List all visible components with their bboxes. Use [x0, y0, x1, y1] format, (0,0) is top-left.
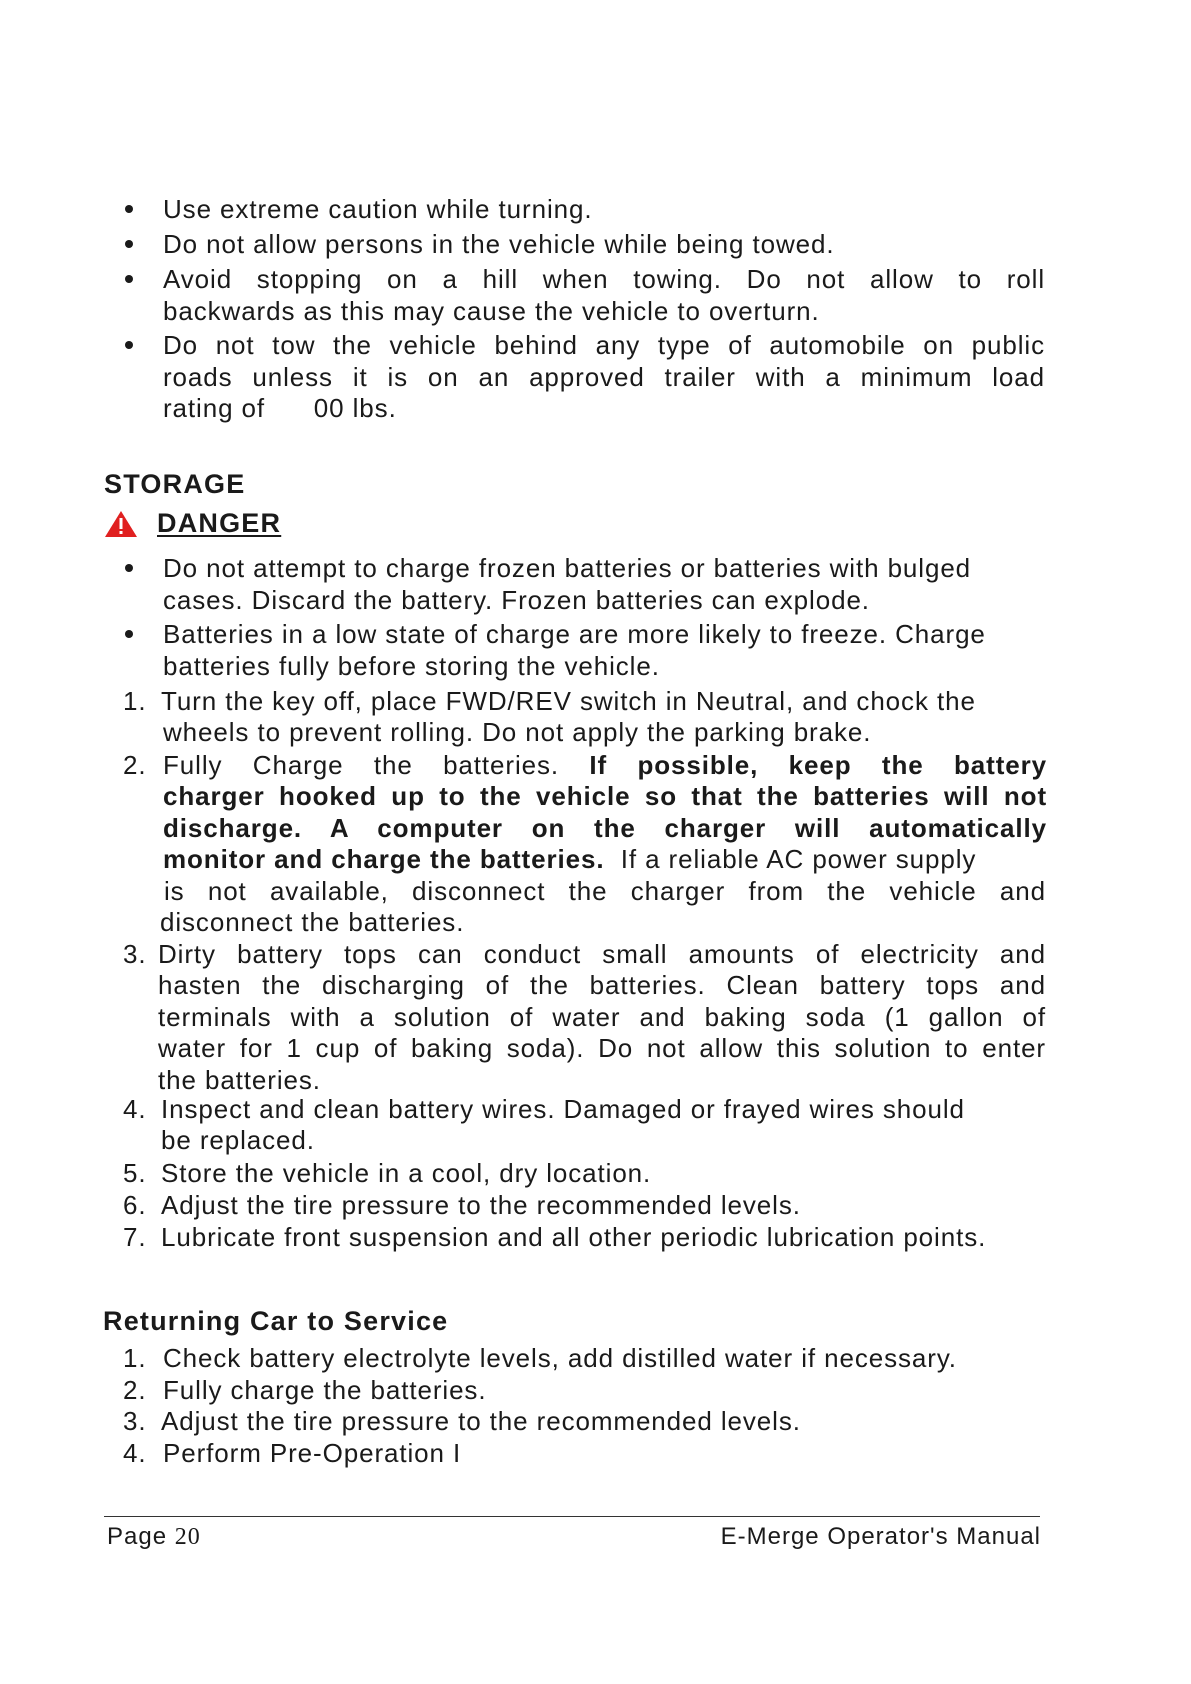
bullet-dot [125, 275, 133, 283]
storage-step-7: Lubricate front suspension and all other periodic lubrication points. [161, 1222, 987, 1252]
storage-step-2-line-2: charger hooked up to the vehicle so that the batteries will not [163, 781, 1047, 811]
towing-bullet-3-line-2: backwards as this may cause the vehicle to overturn. [163, 296, 820, 326]
danger-label: DANGER [157, 508, 282, 538]
storage-step-2-line-4 [163, 844, 976, 875]
step-2-bold-text: If possible, keep the battery [589, 750, 1048, 780]
storage-step-3-line-3: terminals with a solution of water and baking soda (1 gallon of [158, 1002, 1046, 1032]
returning-step-2: Fully charge the batteries. [163, 1375, 487, 1405]
storage-step-1-line-2: wheels to prevent rolling. Do not apply the parking brake. [163, 717, 872, 747]
storage-step-4-line-2: be replaced. [161, 1125, 315, 1155]
storage-step-3-line-1: Dirty battery tops can conduct small amounts of electricity and [158, 939, 1046, 969]
danger-bullet-2-line-1: Batteries in a low state of charge are more likely to freeze. Charge [163, 619, 986, 649]
step-2-normal-text: Fully Charge the batteries. [163, 750, 560, 780]
returning-step-1: Check battery electrolyte levels, add distilled water if necessary. [163, 1343, 957, 1373]
returning-heading: Returning Car to Service [103, 1306, 449, 1336]
storage-step-4-line-1: Inspect and clean battery wires. Damaged or frayed wires should [161, 1094, 965, 1124]
returning-step-3: Adjust the tire pressure to the recommended levels. [161, 1406, 801, 1436]
footer-manual-title: E-Merge Operator's Manual [720, 1523, 1041, 1550]
towing-bullet-4-line-1: Do not tow the vehicle behind any type of automobile on public [163, 330, 1045, 360]
step-number: 6. [123, 1190, 147, 1220]
step-number: 4. [123, 1438, 147, 1468]
storage-step-2-line-6: disconnect the batteries. [160, 907, 465, 937]
towing-bullet-4-line-2: roads unless it is on an approved trailer with a minimum load [163, 362, 1045, 392]
danger-bullet-2-line-2: batteries fully before storing the vehicle. [163, 651, 660, 681]
step-number: 3. [123, 939, 147, 969]
bullet-dot [125, 630, 133, 638]
footer-divider [104, 1516, 1040, 1517]
step-2-normal-text: If a reliable AC power supply [620, 844, 977, 874]
storage-step-3-line-4: water for 1 cup of baking soda). Do not allow this solution to enter [158, 1033, 1046, 1063]
step-number: 2. [123, 1375, 147, 1405]
storage-step-3-line-2: hasten the discharging of the batteries. Clean battery tops and [158, 970, 1046, 1000]
storage-step-2-line-3: discharge. A computer on the charger will automatically [163, 813, 1047, 843]
towing-bullet-1: Use extreme caution while turning. [163, 194, 593, 224]
step-number: 5. [123, 1158, 147, 1188]
storage-heading: STORAGE [104, 469, 246, 499]
warning-triangle-icon [104, 510, 138, 538]
returning-step-4: Perform Pre-Operation I [163, 1438, 462, 1468]
bullet-dot [125, 240, 133, 248]
step-number: 2. [123, 750, 147, 780]
bullet-dot [125, 205, 133, 213]
footer-page-number [107, 1522, 201, 1552]
towing-bullet-2: Do not allow persons in the vehicle while being towed. [163, 229, 835, 259]
storage-step-2-line-1 [163, 750, 1047, 781]
step-number: 7. [123, 1222, 147, 1252]
storage-step-3-line-5: the batteries. [158, 1065, 321, 1095]
step-2-bold-text: monitor and charge the batteries. [163, 844, 605, 874]
page-label: Page [107, 1523, 168, 1550]
page-number: 20 [174, 1524, 201, 1550]
bullet-dot [125, 564, 133, 572]
step-number: 3. [123, 1406, 147, 1436]
towing-bullet-4-line-3: rating of 00 lbs. [163, 393, 397, 423]
bullet-dot [125, 341, 133, 349]
towing-bullet-3-line-1: Avoid stopping on a hill when towing. Do not allow to roll [163, 264, 1045, 294]
storage-step-6: Adjust the tire pressure to the recommended levels. [161, 1190, 801, 1220]
storage-step-5: Store the vehicle in a cool, dry location. [161, 1158, 652, 1188]
step-number: 1. [123, 686, 147, 716]
step-number: 4. [123, 1094, 147, 1124]
danger-bullet-1-line-1: Do not attempt to charge frozen batteries or batteries with bulged [163, 553, 972, 583]
danger-bullet-1-line-2: cases. Discard the battery. Frozen batteries can explode. [163, 585, 870, 615]
storage-step-1-line-1: Turn the key off, place FWD/REV switch in Neutral, and chock the [161, 686, 976, 716]
step-number: 1. [123, 1343, 147, 1373]
storage-step-2-line-5: is not available, disconnect the charger from the vehicle and [164, 876, 1046, 906]
